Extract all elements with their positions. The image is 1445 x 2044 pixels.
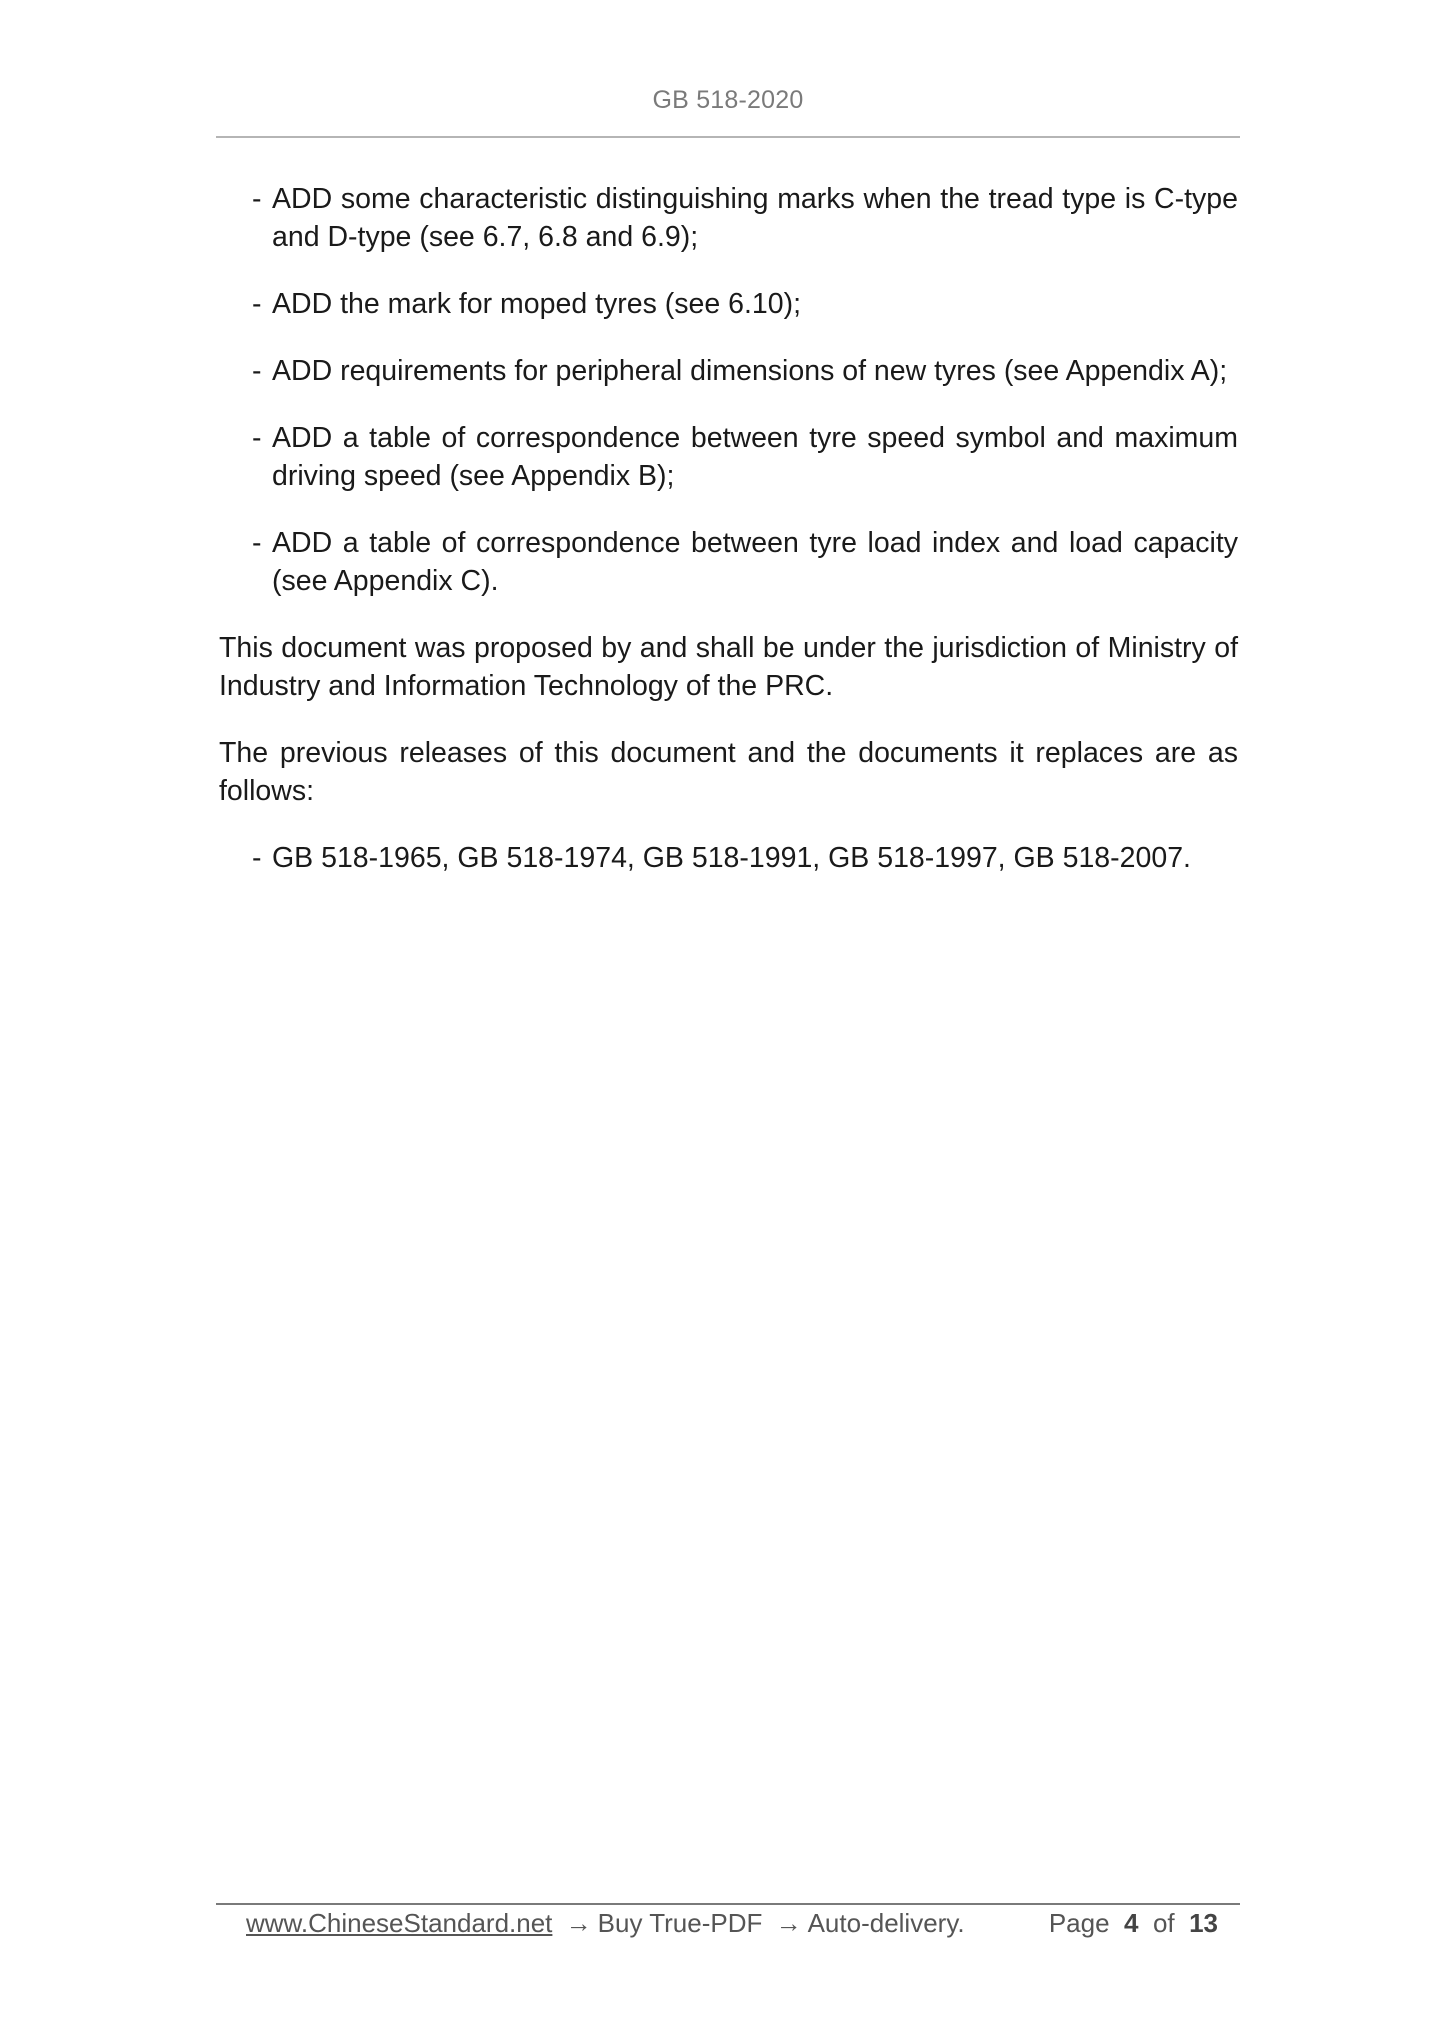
list-item-text: ADD requirements for peripheral dimensions of new tyres (see Appendix A);	[272, 355, 1228, 387]
header-divider	[216, 136, 1240, 138]
list-item-text: ADD some characteristic distinguishing marks when the tread type is C-type and D-type (see 6.7, 6.8 and 6.9);	[272, 183, 1238, 253]
previous-releases-paragraph: The previous releases of this document and the documents it replaces are as follows:	[219, 737, 1238, 807]
page-indicator	[1049, 1905, 1218, 1941]
list-item-text: ADD a table of correspondence between tyre load index and load capacity (see Appendix C).	[272, 527, 1238, 597]
jurisdiction-paragraph: This document was proposed by and shall be under the jurisdiction of Ministry of Industry and Information Technology of the PRC.	[219, 632, 1238, 702]
list-item	[219, 285, 1238, 323]
arrow-right-icon: →	[565, 1908, 592, 1938]
list-dash: -	[252, 183, 262, 215]
page-content	[219, 180, 1238, 906]
list-item	[219, 352, 1238, 390]
page-header: GB 518-2020	[652, 86, 804, 114]
arrow-right-icon: →	[775, 1908, 802, 1938]
list-dash: -	[252, 422, 262, 454]
delivery-text: Auto-delivery.	[807, 1908, 965, 1938]
page-number: 4	[1124, 1908, 1139, 1938]
list-item	[219, 839, 1238, 877]
list-item	[219, 180, 1238, 256]
list-dash: -	[252, 842, 262, 874]
list-dash: -	[252, 355, 262, 387]
page-footer	[246, 1905, 1226, 1941]
list-dash: -	[252, 527, 262, 559]
list-dash: -	[252, 288, 262, 320]
list-item-text: ADD a table of correspondence between tyre speed symbol and maximum driving speed (see Appendix B);	[272, 422, 1238, 492]
page-total: 13	[1189, 1908, 1218, 1938]
list-item-text: GB 518-1965, GB 518-1974, GB 518-1991, GB 518-1997, GB 518-2007.	[272, 842, 1191, 874]
list-item	[219, 419, 1238, 495]
page-label: Page	[1048, 1908, 1110, 1938]
of-label: of	[1152, 1908, 1175, 1938]
buy-text: Buy True-PDF	[597, 1908, 763, 1938]
list-item	[219, 524, 1238, 600]
website-link[interactable]: www.ChineseStandard.net	[246, 1908, 553, 1938]
list-item-text: ADD the mark for moped tyres (see 6.10);	[272, 288, 802, 320]
